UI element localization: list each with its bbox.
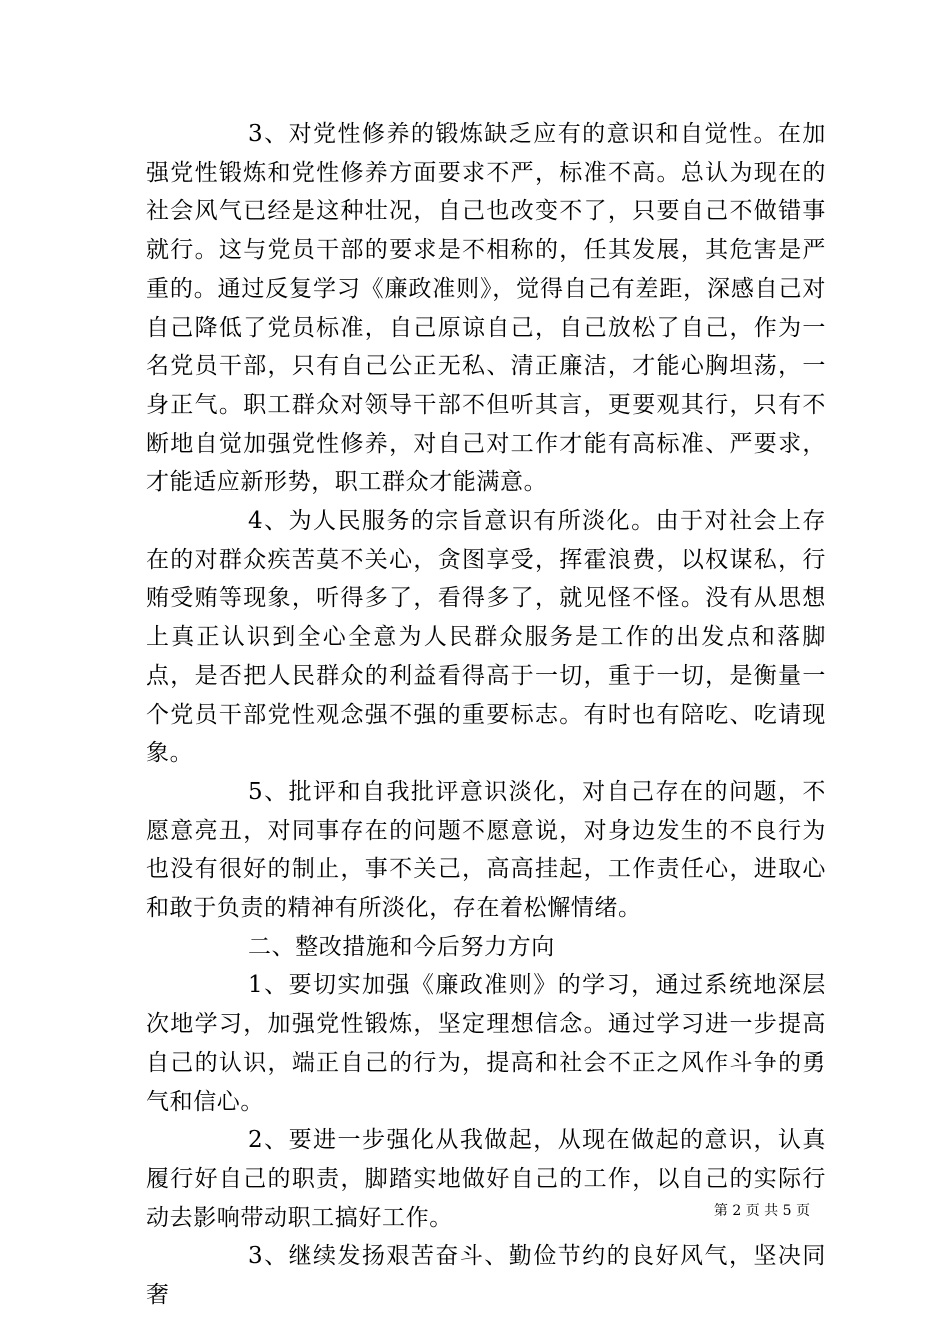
section-heading: 二、整改措施和今后努力方向: [248, 933, 555, 960]
paragraph-3: 3、对党性修养的锻炼缺乏应有的意识和自觉性。在加强党性锻炼和党性修养方面要求不严，标准不高。总认为现在的社会风气已经是这种壮况，自己也改变不了，只要自己不做错事就行。这与党员干部的要求是不相称的，任其发展，其危害是严重的。通过反复学习《廉政准则》，觉得自己有差距，深感自己对自己降低了党员标准，自己原谅自己，自己放松了自己，作为一名党员干部，只有自己公正无私、清正廉洁，才能心胸坦荡，一身正气。职工群众对领导干部不但听其言，更要观其行，只有不断地自觉加强党性修养，对自己对工作才能有高标准、严要求，才能适应新形势，职工群众才能满意。: [146, 121, 826, 496]
paragraph-5: 5、批评和自我批评意识淡化，对自己存在的问题，不愿意亮丑，对同事存在的问题不愿意说，对身边发生的不良行为也没有很好的制止，事不关己，高高挂起，工作责任心，进取心和敢于负责的精神有所淡化，存在着松懈情绪。: [146, 778, 826, 922]
measure-1: 1、要切实加强《廉政准则》的学习，通过系统地深层次地学习，加强党性锻炼，坚定理想信念。通过学习进一步提高自己的认识，端正自己的行为，提高和社会不正之风作斗争的勇气和信心。: [146, 972, 826, 1115]
paragraph-4: 4、为人民服务的宗旨意识有所淡化。由于对社会上存在的对群众疾苦莫不关心，贪图享受，挥霍浪费，以权谋私，行贿受贿等现象，听得多了，看得多了，就见怪不怪。没有从思想上真正认识到全心全意为人民群众服务是工作的出发点和落脚点，是否把人民群众的利益看得高于一切，重于一切，是衡量一个党员干部党性观念强不强的重要标志。有时也有陪吃、吃请现象。: [146, 508, 826, 767]
document-body: [146, 115, 826, 1315]
measure-3: 3、继续发扬艰苦奋斗、勤俭节约的良好风气，坚决同奢: [146, 1243, 826, 1309]
page-number: 第 2 页 共 5 页: [713, 1203, 810, 1219]
measure-2: 2、要进一步强化从我做起，从现在做起的意识，认真履行好自己的职责，脚踏实地做好自己的工作，以自己的实际行动去影响带动职工搞好工作。: [146, 1127, 826, 1231]
